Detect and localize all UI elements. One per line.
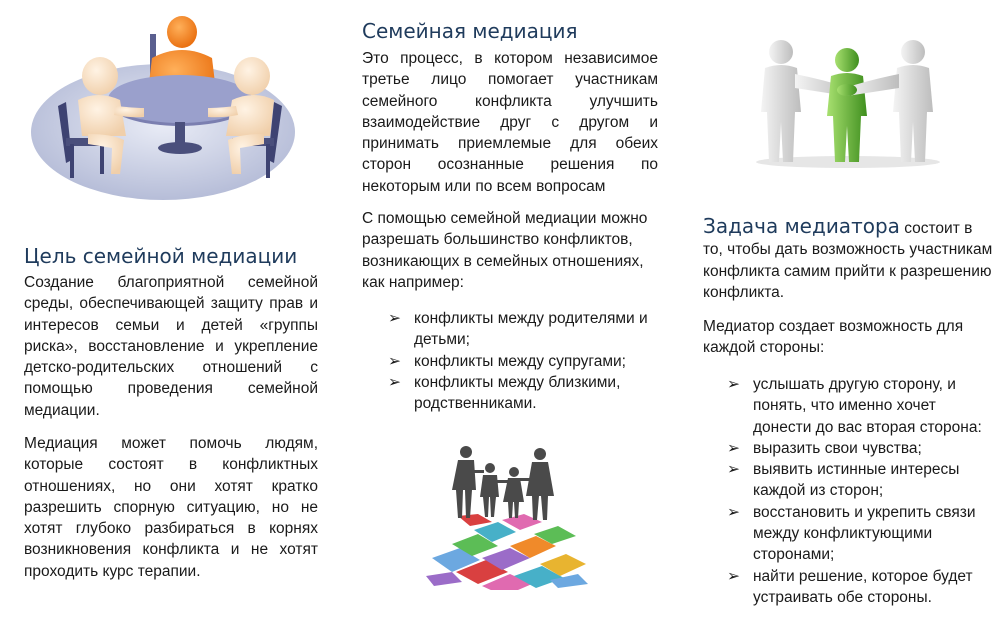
list-item: ➢ найти решение, которое будет устраивать обе стороны. xyxy=(727,567,973,606)
handshake-figures-illustration xyxy=(743,38,953,168)
list-item: ➢ выразить свои чувства; xyxy=(727,438,993,459)
paragraph: Медиация может помочь людям, которые состоят в конфликтных отношениях, но они хотят кратко разрешить спорную ситуацию, но не хотят глубоко разбираться в корнях возникновения конфликта и не хотят проходить курс терапии. xyxy=(24,435,318,580)
mediator-task-paragraph xyxy=(703,214,993,303)
section-title: Семейная медиация xyxy=(362,19,578,43)
list-item: ➢ выявить истинные интересы каждой из сторон; xyxy=(727,461,960,500)
paragraph: Медиатор создает возможность для каждой стороны: xyxy=(703,318,964,357)
section-title: Цель семейной медиации xyxy=(24,244,298,268)
mediation-table-illustration xyxy=(30,14,300,210)
list-item: ➢ конфликты между супругами; xyxy=(388,351,660,372)
arrowhead-bullet-icon: ➢ xyxy=(388,352,401,370)
arrowhead-bullet-icon: ➢ xyxy=(727,503,740,521)
arrowhead-bullet-icon: ➢ xyxy=(388,310,401,327)
mediator-possibilities-list xyxy=(727,374,993,608)
paragraph: Создание благоприятной семейной среды, обеспечивающей защиту прав и интересов семьи и детей «группы риска», восстановление и укрепление детско-родительских отношений с помощью проведения семейной медиации. xyxy=(24,274,318,419)
arrowhead-bullet-icon: ➢ xyxy=(727,567,740,585)
paragraph-text: состоит в то, чтобы дать возможность участникам конфликта самим прийти к разрешению конфликта. xyxy=(703,220,993,301)
section-title: Задача медиатора xyxy=(703,214,900,238)
list-item: ➢ услышать другую сторону, и понять, что именно хочет донести до вас вторая сторона: xyxy=(727,376,982,436)
paragraph: С помощью семейной медиации можно разрешать большинство конфликтов, возникающих в семейных отношениях, как например: xyxy=(362,210,648,291)
arrowhead-bullet-icon: ➢ xyxy=(388,373,401,391)
list-item: ➢ восстановить и укрепить связи между конфликтующими сторонами; xyxy=(727,503,976,564)
arrowhead-bullet-icon: ➢ xyxy=(727,461,740,479)
list-item: ➢ конфликты между близкими, родственниками. xyxy=(388,373,621,413)
arrowhead-bullet-icon: ➢ xyxy=(727,376,740,393)
list-item: ➢ конфликты между родителями и детьми; xyxy=(388,310,648,349)
paragraph: Это процесс, в котором независимое третье лицо помогает участникам семейного конфликта улучшить взаимодействие друг с другом и принимать приемлемые для обеих сторон осознанные решения по некоторым или по всем вопросам xyxy=(362,50,658,195)
arrowhead-bullet-icon: ➢ xyxy=(727,439,740,457)
conflict-types-list xyxy=(388,308,660,414)
family-puzzle-illustration xyxy=(422,440,592,590)
